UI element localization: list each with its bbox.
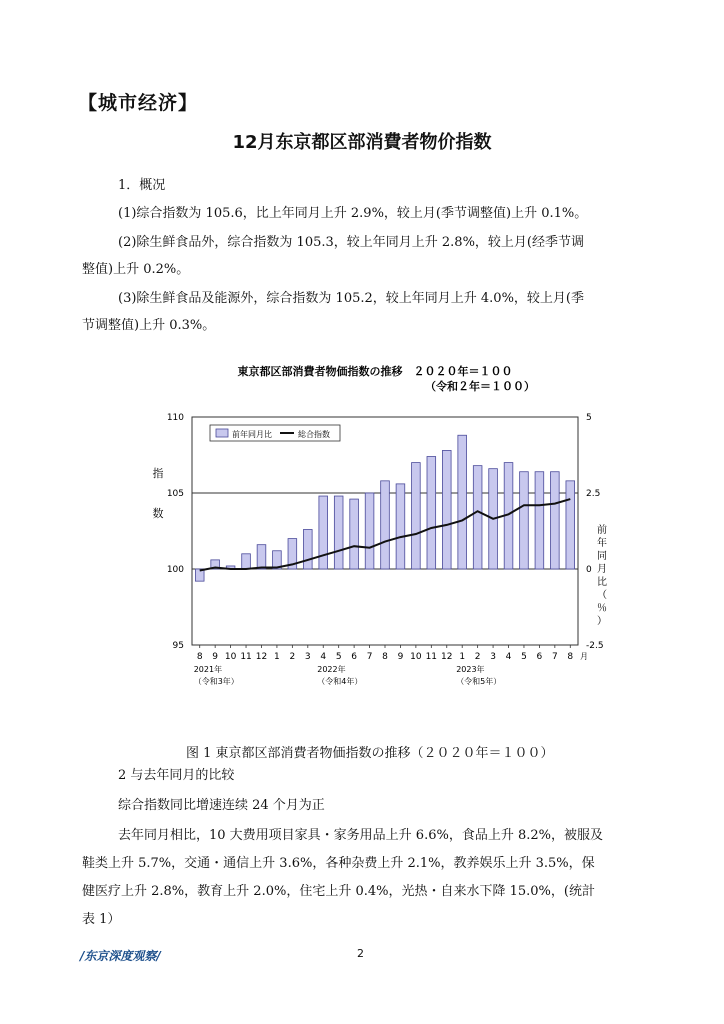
x-tick-label: 4 [320,652,327,662]
bar-yoy [303,529,312,569]
chart-subtitle: （令和２年＝１００） [425,380,535,393]
x-year-label: 2022年 [317,665,346,674]
bar-yoy [551,472,560,569]
x-year-label: 2021年 [193,665,223,674]
footer-source: /东京深度观察/ [80,949,161,963]
cpi-chart [140,355,610,704]
bar-yoy [442,450,451,569]
comparison-line-4: 表 1） [82,912,121,927]
x-tick-label: 2 [474,652,481,662]
bar-yoy [396,484,405,569]
legend-bar-swatch [216,429,228,437]
x-tick-label: 10 [410,652,422,662]
x-tick-label: 9 [397,652,404,662]
x-tick-label: 8 [196,652,203,662]
y-right-tick: 0 [586,565,592,575]
x-tick-label: 4 [505,652,512,662]
y-right-label-char: 年 [597,538,607,549]
x-tick-label: 1 [274,652,280,662]
x-tick-label: 3 [304,652,311,662]
bar-yoy [412,463,421,569]
y-right-tick: -2.5 [586,641,604,651]
cpi-chart-svg [140,355,610,700]
y-left-label-char: 指 [152,467,164,480]
y-right-label-char: 比 [597,577,607,588]
x-month-suffix: 月 [580,652,588,661]
y-left-label-char: 数 [152,507,164,520]
comparison-heading: 2 与去年同月的比较 [118,768,235,783]
comparison-line-1: 去年同月相比，10 大费用项目家具・家务用品上升 6.6%，食品上升 8.2%，被服及 [118,828,603,843]
x-tick-label: 3 [490,652,496,662]
figure-caption: 图 1 東京都区部消費者物価指数の推移（２０２０年＝１００） [186,746,554,761]
bar-yoy [381,481,390,569]
overview-p3a: (3)除生鲜食品及能源外，综合指数为 105.2，较上年同月上升 4.0%，较上月(季 [118,291,584,306]
bar-yoy [242,554,251,569]
x-tick-label: 7 [366,652,373,662]
y-right-tick: 2.5 [586,489,601,499]
overview-p2a: (2)除生鲜食品外，综合指数为 105.3，较上年同月上升 2.8%，较上月(经季节调 [118,235,584,250]
x-year-label: 2023年 [456,665,485,674]
x-tick-label: 9 [212,652,219,662]
y-left-tick: 110 [166,413,184,423]
chart-title: 東京都区部消費者物価指数の推移 ２０２０年＝１００ [237,365,513,378]
bar-yoy [365,493,374,569]
x-era-label: （令和4年） [317,677,363,686]
x-tick-label: 11 [240,652,252,662]
overview-p3b: 节调整值)上升 0.3%。 [82,318,216,333]
bar-yoy [334,496,343,569]
y-right-label-char: 前 [597,525,607,536]
x-tick-label: 8 [382,652,388,662]
y-left-tick: 95 [172,641,184,651]
bar-yoy [319,496,328,569]
y-right-label-char: 同 [597,551,607,562]
y-right-label-char: 月 [597,564,607,575]
legend-bar-label: 前年同月比 [232,430,272,439]
section-tag: 【城市经济】 [78,92,199,114]
x-era-label: （令和5年） [456,677,502,686]
x-tick-label: 5 [521,652,527,662]
x-era-label: （令和3年） [193,677,239,686]
y-right-label-char: ％ [597,603,607,614]
x-tick-label: 12 [441,652,453,662]
y-left-tick: 105 [166,489,184,499]
bar-yoy [427,457,436,569]
x-tick-label: 6 [536,652,543,662]
bar-yoy [458,435,467,569]
bar-yoy [473,466,482,569]
y-left-tick: 100 [166,565,184,575]
x-tick-label: 1 [459,652,466,662]
page-number: 2 [357,947,364,960]
overview-heading: 1．概况 [118,178,166,193]
x-tick-label: 8 [567,652,574,662]
y-right-tick: 5 [586,413,592,423]
x-tick-label: 12 [255,652,268,662]
x-tick-label: 5 [335,652,342,662]
x-tick-label: 11 [425,652,438,662]
bar-yoy [257,545,266,569]
bar-yoy [520,472,529,569]
comparison-line-2: 鞋类上升 5.7%，交通・通信上升 3.6%，各种杂费上升 2.1%，教养娱乐上升 3.5%，保 [82,856,595,871]
overview-p1: (1)综合指数为 105.6，比上年同月上升 2.9%，较上月(季节调整值)上升 0.1%。 [118,206,588,221]
comparison-subheading: 综合指数同比增速连续 24 个月为正 [118,798,325,813]
x-tick-label: 6 [351,652,357,662]
x-tick-label: 7 [551,652,558,662]
page-title: 12月东京都区部消費者物价指数 [232,132,492,153]
bar-yoy [535,472,544,569]
x-tick-label: 10 [224,652,237,662]
y-right-label-char: ） [597,616,607,627]
overview-p2b: 整值)上升 0.2%。 [82,262,190,277]
y-right-label-char: （ [597,590,607,601]
x-tick-label: 2 [289,652,296,662]
legend-line-label: 総合指数 [298,430,330,439]
bar-yoy [350,499,359,569]
bar-yoy [566,481,575,569]
comparison-line-3: 健医疗上升 2.8%，教育上升 2.0%，住宅上升 0.4%，光热・自来水下降 15.0%，(统計 [82,884,595,899]
